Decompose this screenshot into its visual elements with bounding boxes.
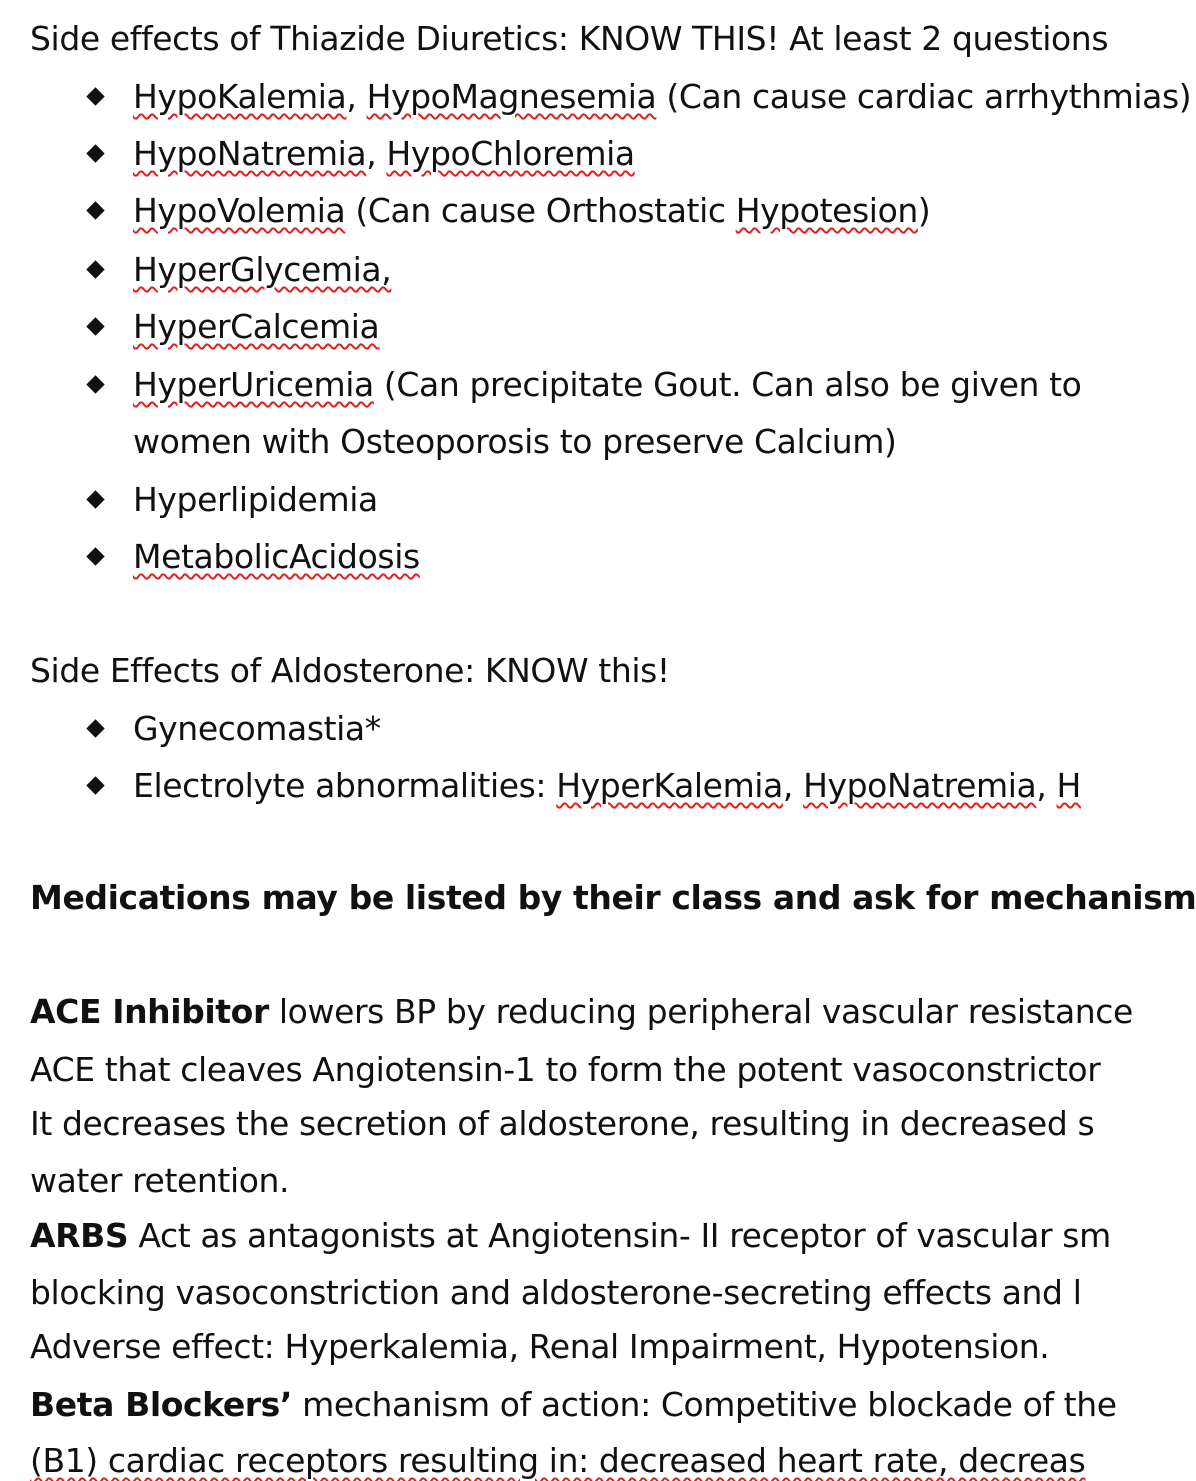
arbs-line-3: Adverse effect: Hyperkalemia, Renal Impairment, Hypotension. — [30, 1327, 1050, 1366]
bullet-icon — [86, 317, 106, 337]
arbs-line-2: blocking vasoconstriction and aldosterone-secreting effects and l — [30, 1273, 1082, 1312]
bullet-icon — [86, 719, 106, 739]
thiazide-heading: Side effects of Thiazide Diuretics: KNOW THIS! At least 2 questions — [30, 19, 1109, 58]
thiazide-item-6-continuation: women with Osteoporosis to preserve Calcium) — [133, 422, 897, 461]
aldosterone-item-2: Electrolyte abnormalities: HyperKalemia, HypoNatremia, H — [133, 766, 1081, 805]
thiazide-item-4 — [133, 250, 391, 290]
beta-line-2 — [30, 1441, 1085, 1481]
thiazide-item-6: HyperUricemia (Can precipitate Gout. Can also be given to — [133, 365, 1082, 404]
ace-line-4: water retention. — [30, 1161, 290, 1200]
spelling-flag: HypoNatremia — [133, 134, 367, 173]
thiazide-item-1: HypoKalemia, HypoMagnesemia (Can cause cardiac arrhythmias) — [133, 77, 1192, 116]
spelling-flag: Hypotesion — [735, 191, 918, 230]
aldosterone-item-1: Gynecomastia* — [133, 709, 381, 748]
ace-line-3: It decreases the secretion of aldosterone, resulting in decreased s — [30, 1104, 1095, 1143]
thiazide-item-5 — [133, 307, 379, 347]
bullet-icon — [86, 375, 106, 395]
bullet-icon — [86, 201, 106, 221]
spelling-flag: H — [1056, 766, 1081, 805]
spelling-flag: HyperUricemia — [133, 365, 374, 404]
spelling-flag: HyperKalemia — [556, 766, 783, 805]
thiazide-item-7: Hyperlipidemia — [133, 480, 378, 519]
spelling-flag: HypoMagnesemia — [366, 77, 657, 116]
spelling-flag: MetabolicAcidosis — [133, 537, 420, 576]
ace-line-1: ACE Inhibitor lowers BP by reducing peripheral vascular resistance — [30, 992, 1133, 1031]
bullet-icon — [86, 776, 106, 796]
bullet-icon — [86, 490, 106, 510]
aldosterone-heading: Side Effects of Aldosterone: KNOW this! — [30, 651, 670, 690]
spelling-flag: HyperGlycemia, — [133, 250, 392, 289]
spelling-flag: HypoVolemia — [133, 191, 346, 230]
thiazide-item-2: HypoNatremia, HypoChloremia — [133, 134, 635, 173]
ace-line-2: ACE that cleaves Angiotensin-1 to form the potent vasoconstrictor — [30, 1050, 1101, 1089]
medications-heading: Medications may be listed by their class and ask for mechanism — [30, 878, 1196, 917]
bullet-icon — [86, 260, 106, 280]
spelling-flag: HypoKalemia — [133, 77, 347, 116]
beta-line-1: Beta Blockers’ mechanism of action: Competitive blockade of the — [30, 1385, 1117, 1424]
arbs-line-1: ARBS Act as antagonists at Angiotensin- II receptor of vascular sm — [30, 1216, 1111, 1255]
bullet-icon — [86, 144, 106, 164]
beta-term: Beta Blockers’ — [30, 1385, 293, 1424]
arbs-term: ARBS — [30, 1216, 129, 1255]
thiazide-item-8 — [133, 537, 420, 577]
spelling-flag: HyperCalcemia — [133, 307, 380, 346]
bullet-icon — [86, 547, 106, 567]
thiazide-item-3: HypoVolemia (Can cause Orthostatic Hypotesion) — [133, 191, 931, 230]
spelling-flag: (B1) cardiac receptors resulting in: decreased heart rate, decreas — [30, 1441, 1086, 1480]
ace-term: ACE Inhibitor — [30, 992, 269, 1031]
bullet-icon — [86, 87, 106, 107]
spelling-flag: HypoNatremia — [803, 766, 1037, 805]
spelling-flag: HypoChloremia — [386, 134, 635, 173]
